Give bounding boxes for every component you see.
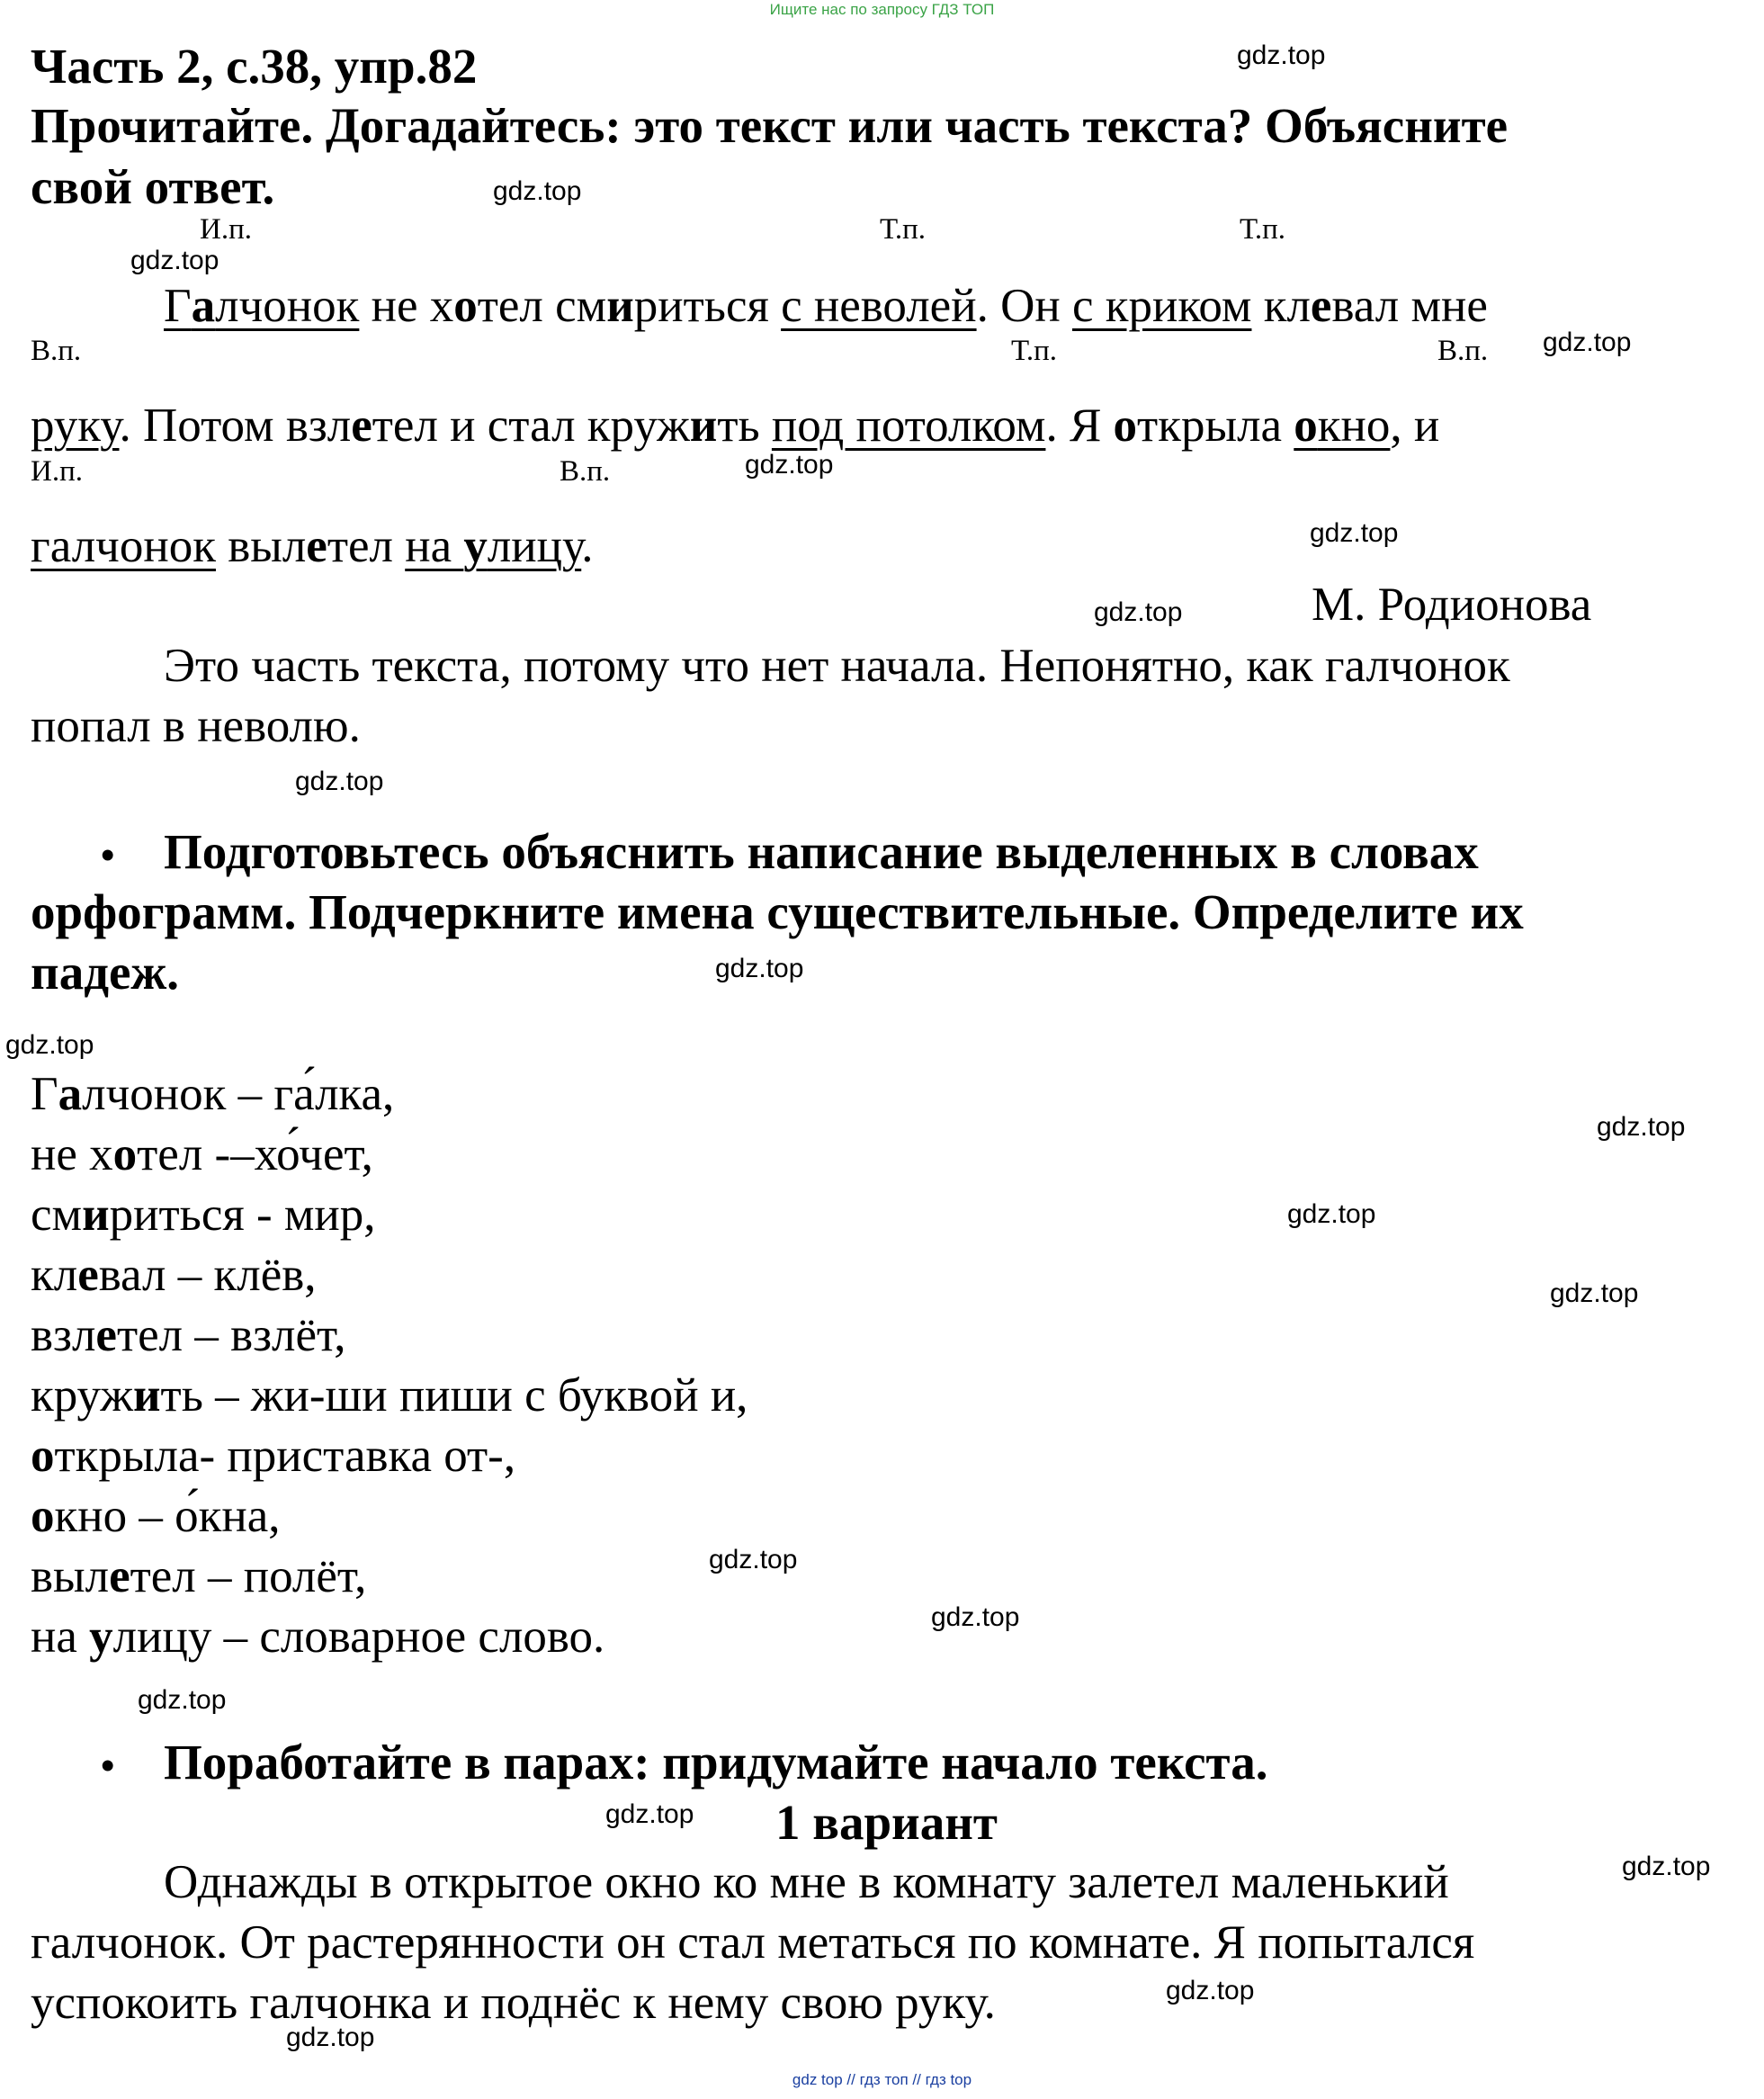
list-item: смириться - мир, (31, 1189, 376, 1241)
page-title: Часть 2, с.38, упр.82 (31, 39, 478, 94)
bottom-banner: gdz top // гдз топ // гдз top (792, 2071, 972, 2088)
case-label: В.п. (1437, 335, 1489, 367)
watermark: gdz.top (138, 1685, 227, 1715)
case-label: В.п. (560, 455, 611, 488)
task-2-line-2: орфограмм. Подчеркните имена существительные. Определите их (31, 884, 1524, 939)
task-2-line-3: падеж. (31, 945, 180, 1000)
list-item: клевал – клёв, (31, 1249, 317, 1301)
watermark: gdz.top (745, 450, 834, 480)
case-label: Т.п. (1240, 213, 1286, 246)
bullet-icon: • (101, 1744, 115, 1788)
watermark: gdz.top (1287, 1199, 1376, 1229)
watermark: gdz.top (1597, 1112, 1686, 1142)
list-item: на улицу – словарное слово. (31, 1610, 605, 1663)
list-item: окно – о́кна, (31, 1490, 281, 1542)
watermark: gdz.top (295, 767, 384, 796)
case-label: И.п. (200, 213, 252, 246)
bullet-icon: • (101, 833, 115, 877)
top-banner: Ищите нас по запросу ГДЗ ТОП (769, 1, 995, 18)
case-label: В.п. (31, 335, 82, 367)
case-label: И.п. (31, 455, 83, 488)
watermark: gdz.top (715, 954, 804, 983)
watermark: gdz.top (605, 1799, 694, 1829)
list-item: открыла- приставка от-, (31, 1430, 516, 1482)
task-3-line: Поработайте в парах: придумайте начало текста. (164, 1735, 1268, 1790)
passage-line-3: галчонок вылетел на улицу. (31, 520, 594, 572)
answer-3-line-1: Однажды в открытое окно ко мне в комнату залетел маленький (164, 1856, 1449, 1908)
watermark: gdz.top (1543, 327, 1632, 357)
watermark: gdz.top (1094, 597, 1183, 627)
case-label: Т.п. (880, 213, 927, 246)
watermark: gdz.top (5, 1030, 94, 1060)
watermark: gdz.top (130, 246, 219, 275)
watermark: gdz.top (1237, 40, 1326, 70)
watermark: gdz.top (1550, 1278, 1639, 1308)
answer-1-line-1: Это часть текста, потому что нет начала. Непонятно, как галчонок (164, 640, 1510, 692)
watermark: gdz.top (286, 2023, 375, 2052)
task-2-line-1: Подготовьтесь объяснить написание выделенных в словах (164, 824, 1479, 879)
watermark: gdz.top (1166, 1976, 1255, 2005)
passage-line-1: Галчонок не хотел смириться с неволей. Он с криком клевал мне (164, 280, 1488, 332)
author: М. Родионова (1312, 579, 1592, 631)
watermark: gdz.top (1622, 1852, 1711, 1881)
task-line-2: свой ответ. (31, 159, 275, 214)
list-item: кружить – жи-ши пиши с буквой и, (31, 1369, 748, 1422)
list-item: не хотел -–хо́чет, (31, 1128, 373, 1180)
watermark: gdz.top (1310, 518, 1399, 548)
case-label: Т.п. (1011, 335, 1058, 367)
watermark: gdz.top (493, 176, 582, 206)
list-item: взлетел – взлёт, (31, 1309, 346, 1361)
answer-1-line-2: попал в неволю. (31, 700, 361, 752)
passage-line-2: руку. Потом взлетел и стал кружить под потолком. Я открыла окно, и (31, 399, 1440, 452)
variant-heading: 1 вариант (775, 1795, 998, 1850)
answer-3-line-3: успокоить галчонка и поднёс к нему свою руку. (31, 1977, 996, 2029)
task-line-1: Прочитайте. Догадайтесь: это текст или часть текста? Объясните (31, 98, 1508, 153)
answer-3-line-2: галчонок. От растерянности он стал метаться по комнате. Я попытался (31, 1916, 1475, 1969)
list-item: вылетел – полёт, (31, 1550, 367, 1602)
watermark: gdz.top (931, 1602, 1020, 1632)
watermark: gdz.top (709, 1545, 798, 1574)
list-item: Галчонок – га́лка, (31, 1068, 395, 1120)
